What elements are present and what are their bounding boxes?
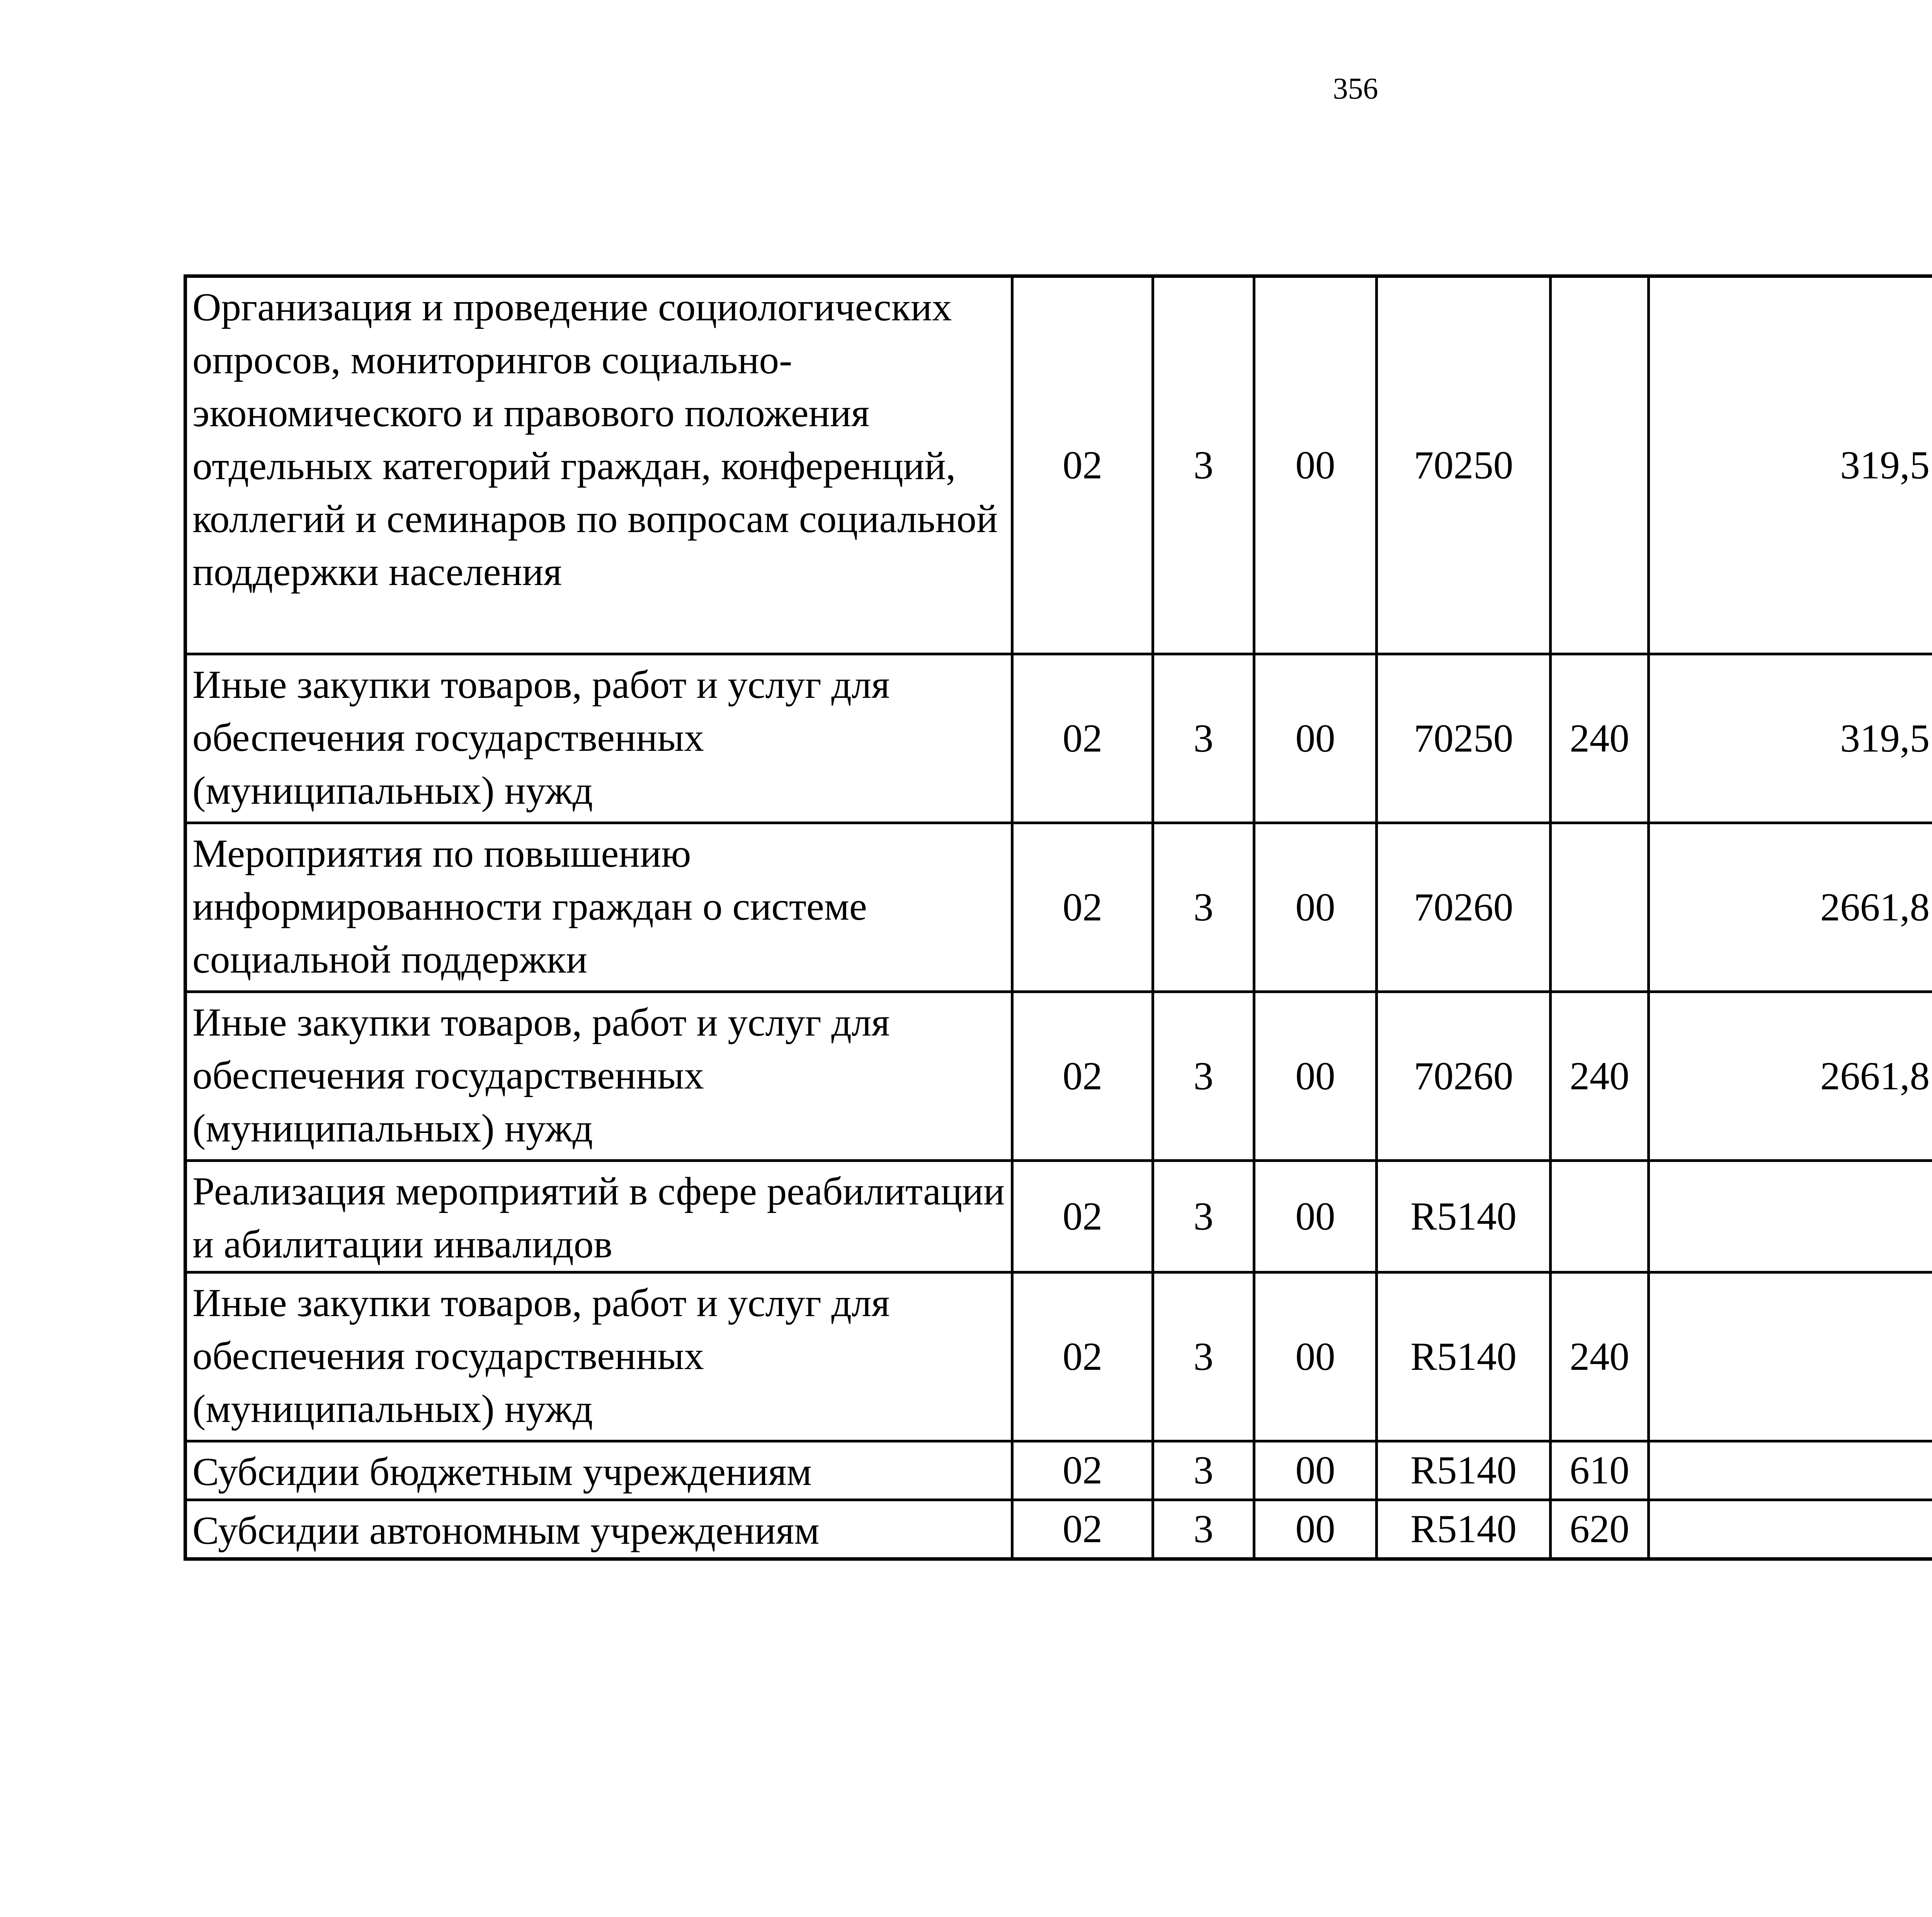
code-cell: 02 xyxy=(1012,1441,1153,1500)
amount-cell: 2661,8 xyxy=(1649,823,1932,992)
code-cell: R5140 xyxy=(1377,1161,1551,1272)
row-name: Иные закупки товаров, работ и услуг для обеспечения государственных (муниципальных) нужд xyxy=(185,1272,1012,1441)
code-cell: 02 xyxy=(1012,654,1153,823)
row-name: Реализация мероприятий в сфере реабилитации и абилитации инвалидов xyxy=(185,1161,1012,1272)
code-cell: 02 xyxy=(1012,992,1153,1161)
code-cell: R5140 xyxy=(1377,1272,1551,1441)
code-cell: 70260 xyxy=(1377,992,1551,1161)
amount-cell xyxy=(1649,1500,1932,1559)
code-cell xyxy=(1551,276,1649,654)
code-cell: 240 xyxy=(1551,992,1649,1161)
code-cell: 70250 xyxy=(1377,276,1551,654)
row-name: Субсидии бюджетным учреждениям xyxy=(185,1441,1012,1500)
row-name: Иные закупки товаров, работ и услуг для обеспечения государственных (муниципальных) нужд xyxy=(185,992,1012,1161)
code-cell: 610 xyxy=(1551,1441,1649,1500)
page-number: 356 xyxy=(1333,71,1378,105)
code-cell: 70260 xyxy=(1377,823,1551,992)
code-cell: 3 xyxy=(1153,1441,1254,1500)
code-cell: 3 xyxy=(1153,276,1254,654)
amount-cell: 319,5 xyxy=(1649,654,1932,823)
code-cell: 00 xyxy=(1254,1441,1377,1500)
code-cell: 240 xyxy=(1551,1272,1649,1441)
amount-cell xyxy=(1649,1161,1932,1272)
code-cell: 02 xyxy=(1012,1500,1153,1559)
code-cell: 02 xyxy=(1012,1272,1153,1441)
code-cell: 02 xyxy=(1012,823,1153,992)
table-row xyxy=(185,1161,1932,1272)
code-cell: 70250 xyxy=(1377,654,1551,823)
row-name: Субсидии автономным учреждениям xyxy=(185,1500,1012,1559)
code-cell: R5140 xyxy=(1377,1500,1551,1559)
code-cell: 00 xyxy=(1254,654,1377,823)
code-cell: 02 xyxy=(1012,1161,1153,1272)
code-cell: 3 xyxy=(1153,1272,1254,1441)
code-cell: 240 xyxy=(1551,654,1649,823)
budget-table xyxy=(184,274,1932,1561)
code-cell: 00 xyxy=(1254,1161,1377,1272)
table-row xyxy=(185,654,1932,823)
table-row xyxy=(185,823,1932,992)
code-cell: R5140 xyxy=(1377,1441,1551,1500)
code-cell: 00 xyxy=(1254,1500,1377,1559)
code-cell: 3 xyxy=(1153,992,1254,1161)
amount-cell xyxy=(1649,1272,1932,1441)
table-row xyxy=(185,992,1932,1161)
code-cell: 3 xyxy=(1153,1161,1254,1272)
code-cell: 00 xyxy=(1254,823,1377,992)
amount-cell: 319,5 xyxy=(1649,276,1932,654)
row-name: Организация и проведение социологических опросов, мониторингов социально-экономического и правового положения отдельных категорий граждан, конференций, коллегий и семинаров по вопросам социальной поддержки населения xyxy=(185,276,1012,654)
amount-cell: 2661,8 xyxy=(1649,992,1932,1161)
code-cell: 3 xyxy=(1153,654,1254,823)
row-name: Мероприятия по повышению информированности граждан о системе социальной поддержки xyxy=(185,823,1012,992)
table-row xyxy=(185,1500,1932,1559)
code-cell xyxy=(1551,1161,1649,1272)
code-cell: 3 xyxy=(1153,823,1254,992)
code-cell xyxy=(1551,823,1649,992)
table-row xyxy=(185,1272,1932,1441)
row-name: Иные закупки товаров, работ и услуг для обеспечения государственных (муниципальных) нужд xyxy=(185,654,1012,823)
code-cell: 00 xyxy=(1254,992,1377,1161)
code-cell: 00 xyxy=(1254,276,1377,654)
code-cell: 3 xyxy=(1153,1500,1254,1559)
code-cell: 00 xyxy=(1254,1272,1377,1441)
amount-cell xyxy=(1649,1441,1932,1500)
table-row xyxy=(185,276,1932,654)
table-row xyxy=(185,1441,1932,1500)
code-cell: 620 xyxy=(1551,1500,1649,1559)
code-cell: 02 xyxy=(1012,276,1153,654)
